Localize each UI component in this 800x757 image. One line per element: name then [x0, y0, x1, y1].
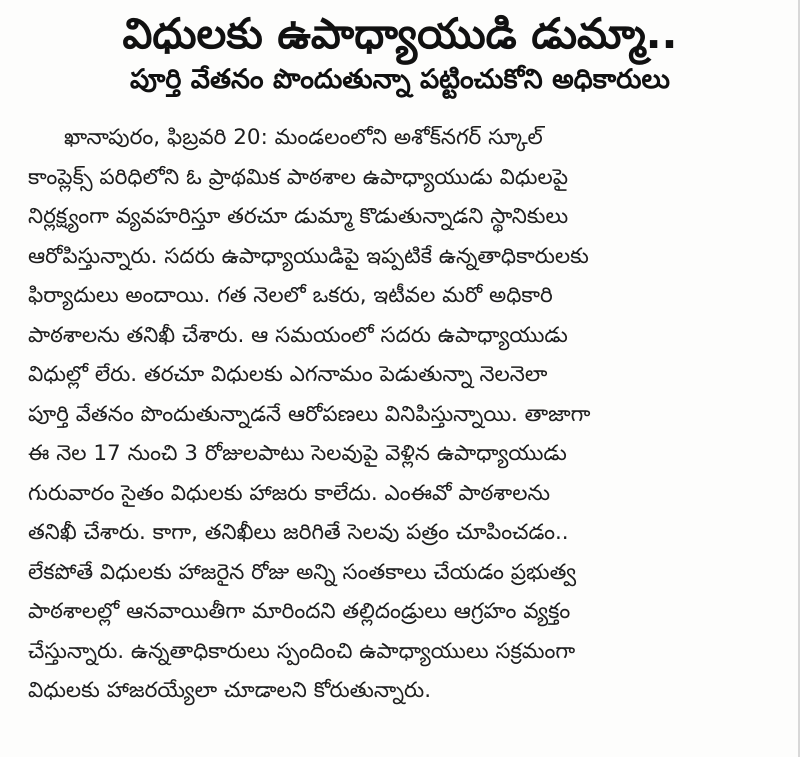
body-line: విధులకు హాజరయ్యేలా చూడాలని కోరుతున్నారు.: [28, 678, 432, 703]
article-body: [28, 118, 768, 711]
article-subheadline: పూర్తి వేతనం పొందుతున్నా పట్టించుకోని అధికారులు: [130, 64, 670, 95]
body-line: నిర్లక్ష్యంగా వ్యవహరిస్తూ తరచూ డుమ్మా కొడుతున్నాడని స్థానికులు: [28, 204, 569, 229]
body-line: పాఠశాలను తనిఖీ చేశారు. ఆ సమయంలో సదరు ఉపాధ్యాయుడు: [28, 322, 568, 348]
body-line: చేస్తున్నారు. ఉన్నతాధికారులు స్పందించి ఉపాధ్యాయులు సక్రమంగా: [28, 638, 576, 664]
body-line: తనిఖీ చేశారు. కాగా, తనిఖీలు జరిగితే సెలవు పత్రం చూపించడం..: [28, 520, 569, 545]
body-line: ఫిర్యాదులు అందాయి. గత నెలలో ఒకరు, ఇటీవల మరో అధికారి: [28, 283, 553, 308]
body-line: విధుల్లో లేరు. తరచూ విధులకు ఎగనామం పెడుతున్నా నెలనెలా: [28, 362, 548, 387]
article-headline: విధులకు ఉపాధ్యాయుడి డుమ్మా..: [122, 9, 678, 58]
body-line: పూర్తి వేతనం పొందుతున్నాడనే ఆరోపణలు వినిపిస్తున్నాయి. తాజాగా: [28, 401, 591, 427]
body-line: ఖానాపురం, ఫిబ్రవరి 20: మండలంలోని అశోక్‌నగర్ స్కూల్: [64, 125, 543, 150]
body-line: పాఠశాలల్లో ఆనవాయితీగా మారిందని తల్లిదండ్రులు ఆగ్రహం వ్యక్తం: [28, 599, 571, 624]
body-line: ఈ నెల 17 నుంచి 3 రోజులపాటు సెలవుపై వెళ్లిన ఉపాధ్యాయుడు: [28, 441, 567, 466]
body-line: కాంప్లెక్స్ పరిధిలోని ఓ ప్రాథమిక పాఠశాల ఉపాధ్యాయుడు విధులపై: [28, 164, 569, 190]
body-line: లేకపోతే విధులకు హాజరైన రోజు అన్ని సంతకాలు చేయడం ప్రభుత్వ: [28, 559, 577, 585]
body-line: ఆరోపిస్తున్నారు. సదరు ఉపాధ్యాయుడిపై ఇప్పటికే ఉన్నతాధికారులకు: [28, 243, 589, 269]
body-line: గురువారం సైతం విధులకు హాజరు కాలేదు. ఎంఈవో పాఠశాలను: [28, 480, 551, 506]
